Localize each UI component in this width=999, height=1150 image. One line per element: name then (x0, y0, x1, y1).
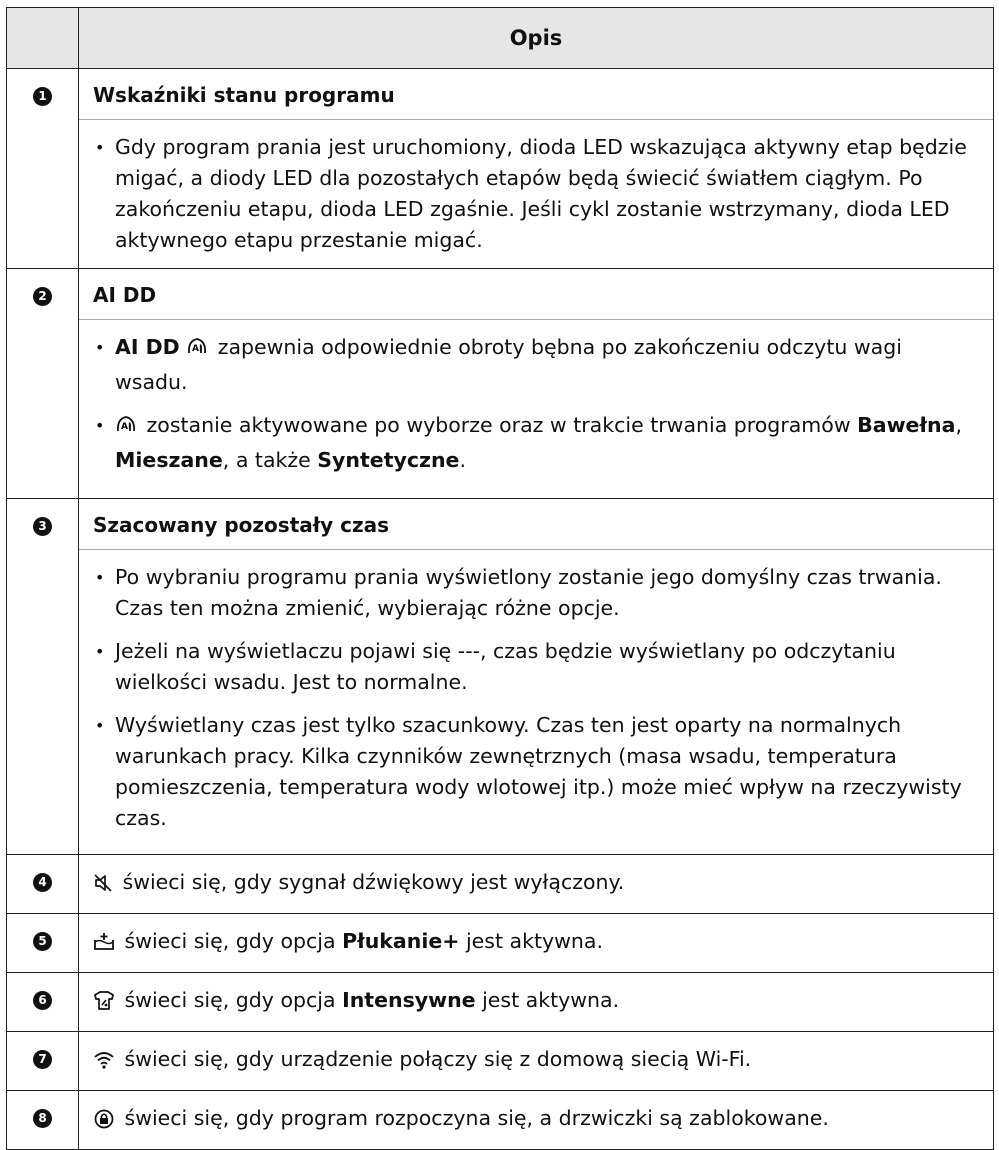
header-title: Opis (79, 8, 994, 69)
number-badge: 1 (33, 87, 52, 106)
svg-text:AI: • AI (121, 422, 132, 432)
bullet-text-part: , a także (222, 448, 318, 472)
table-row (7, 855, 994, 914)
row-text: świeci się, gdy program rozpoczyna się, a drzwiczki są zablokowane. (118, 1106, 829, 1130)
number-badge: 4 (33, 873, 52, 892)
table-row (7, 499, 994, 855)
intensive-icon (93, 991, 115, 1017)
bullet-text (93, 404, 979, 482)
number-badge: 2 (33, 287, 52, 306)
row-text: jest aktywna. (475, 988, 620, 1012)
ai-dd-icon (115, 414, 137, 445)
number-badge: 6 (33, 991, 52, 1010)
svg-text:AI: AI (192, 344, 203, 354)
bold-term: Mieszane (115, 448, 223, 472)
bullet-text-part: , (955, 413, 962, 437)
mute-speaker-icon (93, 873, 113, 899)
description-table (6, 7, 994, 1150)
row-text: świeci się, gdy opcja (118, 988, 343, 1012)
row-text: świeci się, gdy urządzenie połączy się z domową siecią Wi-Fi. (118, 1047, 752, 1071)
wifi-icon (93, 1050, 115, 1076)
row-title: Szacowany pozostały czas (79, 499, 993, 550)
bold-term: Syntetyczne (317, 448, 460, 472)
table-row (7, 914, 994, 973)
table-header-row (7, 8, 994, 69)
number-badge: 8 (33, 1109, 52, 1128)
door-lock-icon (93, 1109, 115, 1135)
bullet-text (93, 326, 979, 404)
table-row (7, 973, 994, 1032)
bullet-text: • Po wybraniu programu prania wyświetlony zostanie jego domyślny czas trwania. Czas ten można zmienić, wybierając różne opcje. (93, 556, 979, 630)
table-row (7, 1032, 994, 1091)
bullet-text-part: . (459, 448, 466, 472)
bold-term: Bawełna (857, 413, 956, 437)
number-badge: 3 (33, 517, 52, 536)
bullet-text: zapewnia odpowiednie obroty bębna po zakończeniu odczytu wagi wsadu. (115, 335, 902, 394)
row-text: świeci się, gdy sygnał dźwiękowy jest wyłączony. (116, 870, 625, 894)
number-badge: 5 (33, 932, 52, 951)
number-badge: 7 (33, 1050, 52, 1069)
bullet-text: • Jeżeli na wyświetlaczu pojawi się ---, czas będzie wyświetlany po odczytaniu wielkości wsadu. Jest to normalne. (93, 630, 979, 704)
bold-term: Intensywne (342, 988, 476, 1012)
bold-term: AI DD (115, 335, 180, 359)
table-row (7, 69, 994, 269)
ai-dd-icon (186, 336, 208, 367)
row-title: Wskaźniki stanu programu (79, 69, 993, 120)
table-row (7, 1091, 994, 1150)
header-blank (7, 8, 79, 69)
row-title: AI DD (79, 269, 993, 320)
row-text: jest aktywna. (459, 929, 603, 953)
row-text: świeci się, gdy opcja (118, 929, 343, 953)
table-row (7, 269, 994, 499)
rinse-plus-icon (93, 932, 115, 958)
bullet-text: • Gdy program prania jest uruchomiony, dioda LED wskazująca aktywny etap będzie migać, a diody LED dla pozostałych etapów będą świecić światłem ciągłym. Po zakończeniu etapu, dioda LED zgaśnie. Jeśli cykl zostanie wstrzymany, dioda LED aktywnego etapu przestanie migać. (93, 126, 979, 262)
bullet-text-part: zostanie aktywowane po wyborze oraz w trakcie trwania programów (140, 413, 858, 437)
bold-term: Płukanie+ (342, 929, 460, 953)
bullet-text: • Wyświetlany czas jest tylko szacunkowy. Czas ten jest oparty na normalnych warunkach pracy. Kilka czynników zewnętrznych (masa wsadu, temperatura pomieszczenia, temperatura wody wlotowej itp.) może mieć wpływ na rzeczywisty czas. (93, 704, 979, 840)
